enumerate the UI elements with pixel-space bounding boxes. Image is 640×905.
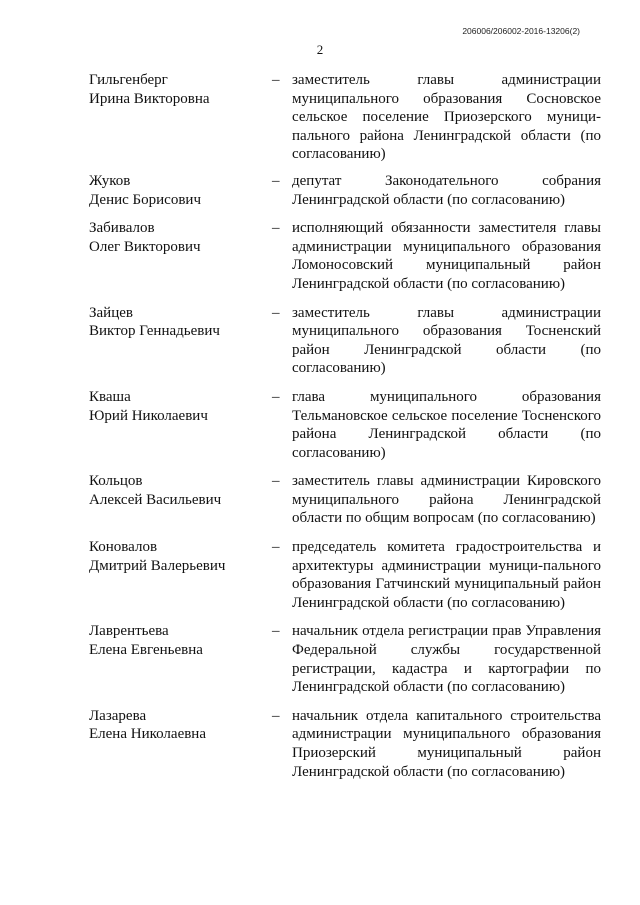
- member-surname: Забивалов: [89, 220, 155, 237]
- member-entry: [89, 707, 601, 781]
- member-entry: [89, 304, 601, 378]
- document-reference-number: 206006/206002-2016-13206(2): [462, 26, 580, 36]
- member-given-name: Елена Евгеньевна: [89, 642, 203, 659]
- members-list: [89, 71, 601, 781]
- member-given-name: Дмитрий Валерьевич: [89, 557, 226, 574]
- member-surname: Лазарева: [89, 707, 147, 724]
- dash-separator: –: [272, 539, 280, 556]
- member-name: [89, 172, 272, 209]
- dash-separator: –: [272, 72, 280, 88]
- member-role: депутат Законодательного собрания Ленинградской области (по согласованию): [292, 172, 601, 208]
- member-given-name: Алексей Васильевич: [89, 491, 222, 508]
- member-name: [89, 472, 272, 509]
- member-role: заместитель главы администрации муниципального образования Тосненский район Ленинградской области (по согласованию): [292, 304, 601, 377]
- member-given-name: Юрий Николаевич: [89, 407, 208, 424]
- member-surname: Кольцов: [89, 473, 143, 490]
- member-surname: Кваша: [89, 388, 131, 405]
- member-entry: [89, 622, 601, 696]
- member-given-name: Елена Николаевна: [89, 726, 206, 743]
- page-number: 2: [316, 42, 324, 57]
- dash-separator: –: [272, 707, 280, 724]
- member-surname: Лаврентьева: [89, 623, 169, 640]
- member-given-name: Виктор Геннадьевич: [89, 323, 220, 340]
- dash-separator: –: [272, 623, 280, 640]
- member-entry: [89, 219, 601, 293]
- member-given-name: Денис Борисович: [89, 191, 201, 208]
- member-name: [89, 71, 272, 108]
- member-role: глава муниципального образования Тельмановское сельское поселение Тосненского района Ленинградской области (по согласованию): [292, 388, 601, 461]
- member-entry: [89, 71, 601, 164]
- dash-separator: –: [272, 304, 280, 321]
- member-entry: [89, 472, 601, 528]
- member-name: [89, 622, 272, 659]
- member-name: [89, 388, 272, 425]
- member-name: [89, 707, 272, 744]
- member-role: начальник отдела капитального строительства администрации муниципального образования Приозерский муниципальный район Ленинградской области (по согласованию): [292, 707, 601, 780]
- member-role: начальник отдела регистрации прав Управления Федеральной службы государственной регистрации, кадастра и картографии по Ленинградской области (по согласованию): [292, 623, 601, 696]
- member-role: председатель комитета градостроительства и архитектуры администрации муници-пального образования Гатчинский муниципальный район Ленинградской области (по согласованию): [292, 539, 601, 611]
- member-surname: Гильгенберг: [89, 72, 168, 88]
- dash-separator: –: [272, 220, 280, 237]
- member-entry: [89, 538, 601, 612]
- member-entry: [89, 388, 601, 462]
- dash-separator: –: [272, 172, 280, 189]
- member-surname: Зайцев: [89, 304, 133, 321]
- member-role: заместитель главы администрации муниципального образования Сосновское сельское поселение Приозерского муници-пального района Ленинградской области (по согласованию): [292, 72, 601, 163]
- member-name: [89, 219, 272, 256]
- member-name: [89, 538, 272, 575]
- member-name: [89, 304, 272, 341]
- dash-separator: –: [272, 473, 280, 490]
- member-entry: [89, 172, 601, 209]
- member-given-name: Олег Викторович: [89, 238, 201, 255]
- member-role: заместитель главы администрации Кировского муниципального района Ленинградской области по общим вопросам (по согласованию): [292, 473, 601, 527]
- member-role: исполняющий обязанности заместителя главы администрации муниципального образования Ломоносовский муниципальный район Ленинградской области (по согласованию): [292, 220, 601, 292]
- dash-separator: –: [272, 388, 280, 405]
- member-surname: Жуков: [89, 172, 131, 189]
- member-given-name: Ирина Викторовна: [89, 90, 210, 107]
- member-surname: Коновалов: [89, 539, 158, 556]
